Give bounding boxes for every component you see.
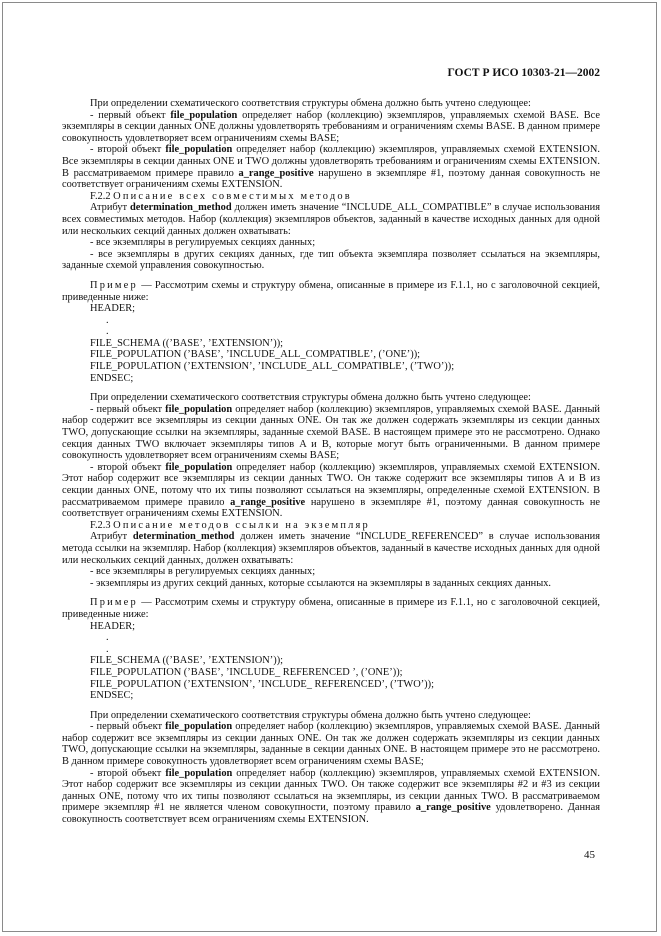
code-line: ENDSEC; xyxy=(90,690,134,702)
bold-term: a_range_positive xyxy=(230,496,306,508)
text-run: нарушено в экземпляре #1, поэтому данная совокупность не соответствует ограничениям схемы EXTENSION. xyxy=(62,167,600,191)
text-run: — Рассмотрим схемы и структуру обмена, описанные в примере из F.1.1, но с заголовочной секцией, приведенные ниже: xyxy=(62,597,600,620)
list-item: - все экземпляры в других секциях данных, где тип объекта экземпляра позволяет ссылаться на экземпляры, заданные схемой управления совокупностью. xyxy=(62,248,600,272)
text-run: определяет набор (коллекцию) экземпляров, управляемых схемой EXTENSION. Этот набор содержит все экземпляры из секции данных TWO. Он также содержит все экземпляры #2 и #3 из секции данных ONE, потому что их типы позволяют ссылаться на экземпляры, из секции данных TWO. В рассматриваемом примере экземпляр #1 не является членом совокупности, поэтому правило xyxy=(62,767,600,814)
code-line: FILE_SCHEMA ((’BASE’, ’EXTENSION’)); xyxy=(90,337,284,349)
spacer xyxy=(62,384,600,392)
page-content xyxy=(62,98,600,826)
text-run: определяет набор (коллекцию) экземпляров, управляемых схемой EXTENSION. Все экземпляры в секции данных ONE и TWO должны удовлетворять требованиям и ограничениям схемы EXTENSION. В рассматриваемом примере правило xyxy=(62,144,600,179)
code-line: ENDSEC; xyxy=(90,372,134,384)
spacer xyxy=(62,589,600,597)
text-run: - второй объект xyxy=(90,767,166,779)
bullet-second-population-2 xyxy=(62,462,600,520)
text-run: - первый объект xyxy=(90,109,171,121)
section-number: F.2.2 xyxy=(90,190,111,202)
bullet-second-population-3 xyxy=(62,768,600,826)
list-item: - все экземпляры в регулируемых секциях данных; xyxy=(90,237,316,249)
paragraph-intro-3: При определении схематического соответствия структуры обмена должно быть учтено следующее: xyxy=(90,709,531,721)
text-run: определяет набор (коллекцию) экземпляров, управляемых схемой BASE. Данный набор содержит все экземпляры из секции данных ONE. Он так же должен содержать экземпляры из секции данных TWO, допускающие ссылки на экземпляры, заданные схемой BASE. В настоящем примере это не рассмотрено. Однако секция данных TWO включает экземпляры типов A и B, которые могут быть ограниченными. В данном примере совокупность удовлетворяет всем ограничениям схемы BASE; xyxy=(62,403,600,462)
list-item: - экземпляры из других секций данных, которые ссылаются на экземпляры в заданных секциях данных. xyxy=(90,577,551,589)
page-number: 45 xyxy=(584,849,595,861)
section-title: Описание методов ссылки на экземпляр xyxy=(113,519,370,531)
bold-term: file_population xyxy=(165,721,233,733)
spacer xyxy=(62,272,600,280)
list-item: - все экземпляры в регулируемых секциях данных; xyxy=(90,566,316,578)
bold-term: file_population xyxy=(165,767,233,779)
bold-term: a_range_positive xyxy=(238,167,314,179)
ellipsis-dot: . xyxy=(106,632,109,644)
ellipsis-dot: . xyxy=(106,643,109,655)
text-run: определяет набор (коллекцию) экземпляров, управляемых схемой BASE. Данный набор содержит все экземпляры из секции данных ONE. Он так же должен содержать экземпляры из секции данных TWO, допускающие ссылки на экземпляры, заданные в секции данных ONE. В настоящем примере это не рассмотрено. В данном примере совокупность удовлетворяет всем ограничениям схемы BASE; xyxy=(62,721,600,768)
ellipsis-dot: . xyxy=(106,326,109,338)
code-line: FILE_POPULATION (’BASE’, ’INCLUDE_ REFERENCED ’, (’ONE’)); xyxy=(90,666,403,678)
code-line: FILE_POPULATION (’EXTENSION’, ’INCLUDE_ REFERENCED’, (’TWO’)); xyxy=(90,678,434,690)
text-run: удовлетворено. Данная совокупность соответствует всем ограничениям схемы EXTENSION. xyxy=(62,802,600,826)
example-label: Пример xyxy=(90,597,138,609)
text-run: - первый объект xyxy=(90,721,166,733)
bold-term: determination_method xyxy=(130,202,232,214)
text-run: - второй объект xyxy=(90,144,166,156)
text-run: нарушено в экземпляре #1, поэтому данная совокупность не соответствует ограничениям схемы EXTENSION. xyxy=(62,496,600,520)
bullet-first-population-1 xyxy=(62,110,600,145)
code-line: FILE_POPULATION (’BASE’, ’INCLUDE_ALL_COMPATIBLE’, (’ONE’)); xyxy=(90,349,421,361)
spacer xyxy=(62,702,600,710)
code-line: HEADER; xyxy=(90,620,136,632)
text-run: Атрибут xyxy=(90,202,131,214)
bold-term: file_population xyxy=(165,461,233,473)
text-run: — Рассмотрим схемы и структуру обмена, описанные в примере из F.1.1, но с заголовочной секцией, приведенные ниже: xyxy=(62,279,600,303)
ellipsis-dot: . xyxy=(106,314,109,326)
text-run: должен иметь значение “INCLUDE_ALL_COMPATIBLE” в случае использования всех совместимых методов. Набор (коллекция) экземпляров объектов, заданный в качестве исходных данных для одной или нескольких секций данных должен охватывать: xyxy=(62,202,600,237)
code-line: FILE_POPULATION (’EXTENSION’, ’INCLUDE_ALL_COMPATIBLE’, (’TWO’)); xyxy=(90,361,455,373)
document-header: ГОСТ Р ИСО 10303-21—2002 xyxy=(447,67,600,79)
bullet-first-population-2 xyxy=(62,404,600,462)
paragraph-intro-2: При определении схематического соответствия структуры обмена должно быть учтено следующее: xyxy=(90,392,531,404)
bullet-second-population-1 xyxy=(62,144,600,190)
section-title: Описание всех совместимых методов xyxy=(113,190,352,202)
text-run: определяет набор (коллекцию) экземпляров, управляемых схемой BASE. Все экземпляры в секции данных ONE должны удовлетворять требованиям и ограничениям схемы BASE. В данном примере совокупность удовлетворяет всем ограничениям схемы BASE; xyxy=(62,109,600,144)
bold-term: a_range_positive xyxy=(415,802,491,814)
bold-term: file_population xyxy=(170,109,238,121)
section-number: F.2.3 xyxy=(90,519,111,531)
section-heading-f223 xyxy=(62,520,600,532)
section-heading-f222 xyxy=(62,191,600,203)
paragraph-intro-1: При определении схематического соответствия структуры обмена должно быть учтено следующее: xyxy=(90,98,531,109)
text-run: Атрибут xyxy=(90,531,133,543)
paragraph-f222 xyxy=(62,202,600,237)
bold-term: file_population xyxy=(165,144,233,156)
bold-term: determination_method xyxy=(132,531,235,543)
text-run: - второй объект xyxy=(90,461,166,473)
text-run: - первый объект xyxy=(90,403,166,415)
paragraph-f223 xyxy=(62,531,600,566)
code-line: HEADER; xyxy=(90,303,136,315)
example-2 xyxy=(62,597,600,620)
code-line: FILE_SCHEMA ((’BASE’, ’EXTENSION’)); xyxy=(90,655,284,667)
bullet-first-population-3 xyxy=(62,721,600,767)
text-run: должен иметь значение “INCLUDE_REFERENCED” в случае использования метода ссылки на экземпляр. Набор (коллекция) экземпляров объектов, заданный в качестве исходных данных для одной или нескольких секций данных, должен охватывать: xyxy=(62,531,601,566)
text-run: определяет набор (коллекцию) экземпляров, управляемых схемой EXTENSION. Этот набор содержит все экземпляры из секции данных TWO. Он также содержит все экземпляры типов A и B из секции данных ONE, потому что их типы позволяют ссылаться на экземпляры, определенные схемой EXTENSION. В рассматриваемом примере правило xyxy=(62,461,600,508)
example-1 xyxy=(62,280,600,303)
bold-term: file_population xyxy=(165,403,233,415)
example-label: Пример xyxy=(90,279,138,291)
